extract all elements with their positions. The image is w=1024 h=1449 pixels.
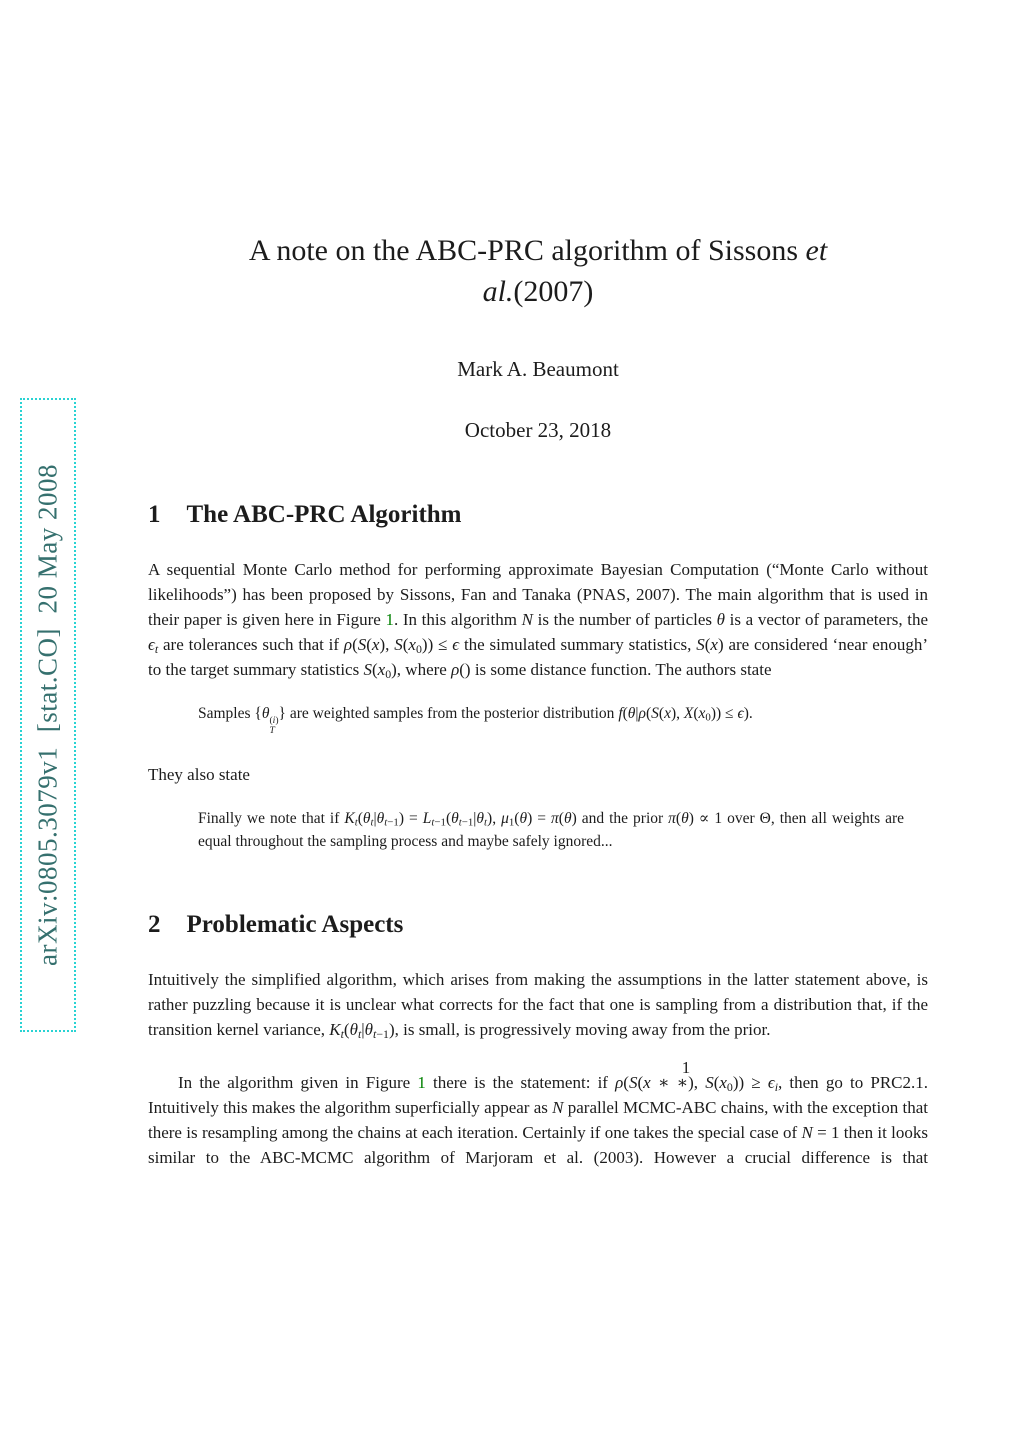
section-1-title: The ABC-PRC Algorithm	[186, 500, 462, 528]
paper-page	[148, 0, 928, 1170]
page-number: 1	[681, 1058, 691, 1078]
section-2-title: Problematic Aspects	[186, 911, 404, 939]
section-1-number: 1	[148, 500, 161, 528]
section-1-paragraph-1: A sequential Monte Carlo method for performing approximate Bayesian Computation (“Monte Carlo without likelihoods”) has been proposed by Sissons, Fan and Tanaka (PNAS, 2007). The main algorithm that is used in their paper is given here in Figure 1. In this algorithm N is the number of particles θ is a vector of parameters, the $\epsilon_t$ are tolerances such that if ρ(S(x), $S(x_0)) \le \epsilon$ the simulated summary statistics, S(x) are considered ‘near enough’ to the target summary statistics $S(x_0)$, where ρ() is some distance function. The authors state	[148, 559, 929, 681]
quote-2: Finally we note that if $K_t(\theta_t|\theta_{t-1}) = L_{t-1}(\theta_{t-1}|\theta_t)$, $\mu_1(\theta) = \pi(\theta)$ and the prior π(θ) ∝ 1 over Θ, then all weights are equal throughout the sampling process and maybe safely ignored...	[198, 810, 905, 851]
section-2-number: 2	[148, 911, 161, 939]
arxiv-identifier: arXiv:0805.3079v1 [stat.CO] 20 May 2008	[32, 464, 63, 966]
arxiv-watermark-box	[20, 398, 76, 1032]
author-name: Mark A. Beaumont	[457, 356, 619, 381]
paper-title: A note on the ABC-PRC algorithm of Sissons et al.(2007)	[248, 234, 828, 309]
section-1-paragraph-2: They also state	[148, 765, 250, 785]
section-2-paragraph-1: Intuitively the simplified algorithm, which arises from making the assumptions in the latter statement above, is rather puzzling because it is unclear what corrects for the fact that one is sampling from a distribution that, if the transition kernel variance, $K_t(\theta_t|\theta_{t-1})$, is small, is progressively moving away from the prior.	[148, 970, 928, 1042]
section-2-heading	[148, 911, 928, 939]
figure-1-link[interactable]: 1	[417, 1073, 426, 1093]
figure-1-link[interactable]: 1	[385, 609, 394, 629]
section-2-paragraph-2: In the algorithm given in Figure 1 there is the statement: if ρ(S(x ∗ ∗), $S(x_0)) \ge \epsilon_i$, then go to PRC2.1. Intuitively this makes the algorithm superficially appear as N parallel MCMC-ABC chains, with the exception that there is resampling among the chains at each iteration. Certainly if one takes the special case of N = 1 then it looks similar to the ABC-MCMC algorithm of Marjoram et al. (2003). However a crucial difference is that	[148, 1073, 928, 1168]
paper-date: October 23, 2018	[464, 417, 612, 442]
quote-1: Samples {θ (i) T } are weighted samples from the posterior distribution f(θ|ρ(S(x), $X(x_0)) \le \epsilon$).	[198, 704, 753, 737]
section-1-heading	[148, 501, 928, 529]
